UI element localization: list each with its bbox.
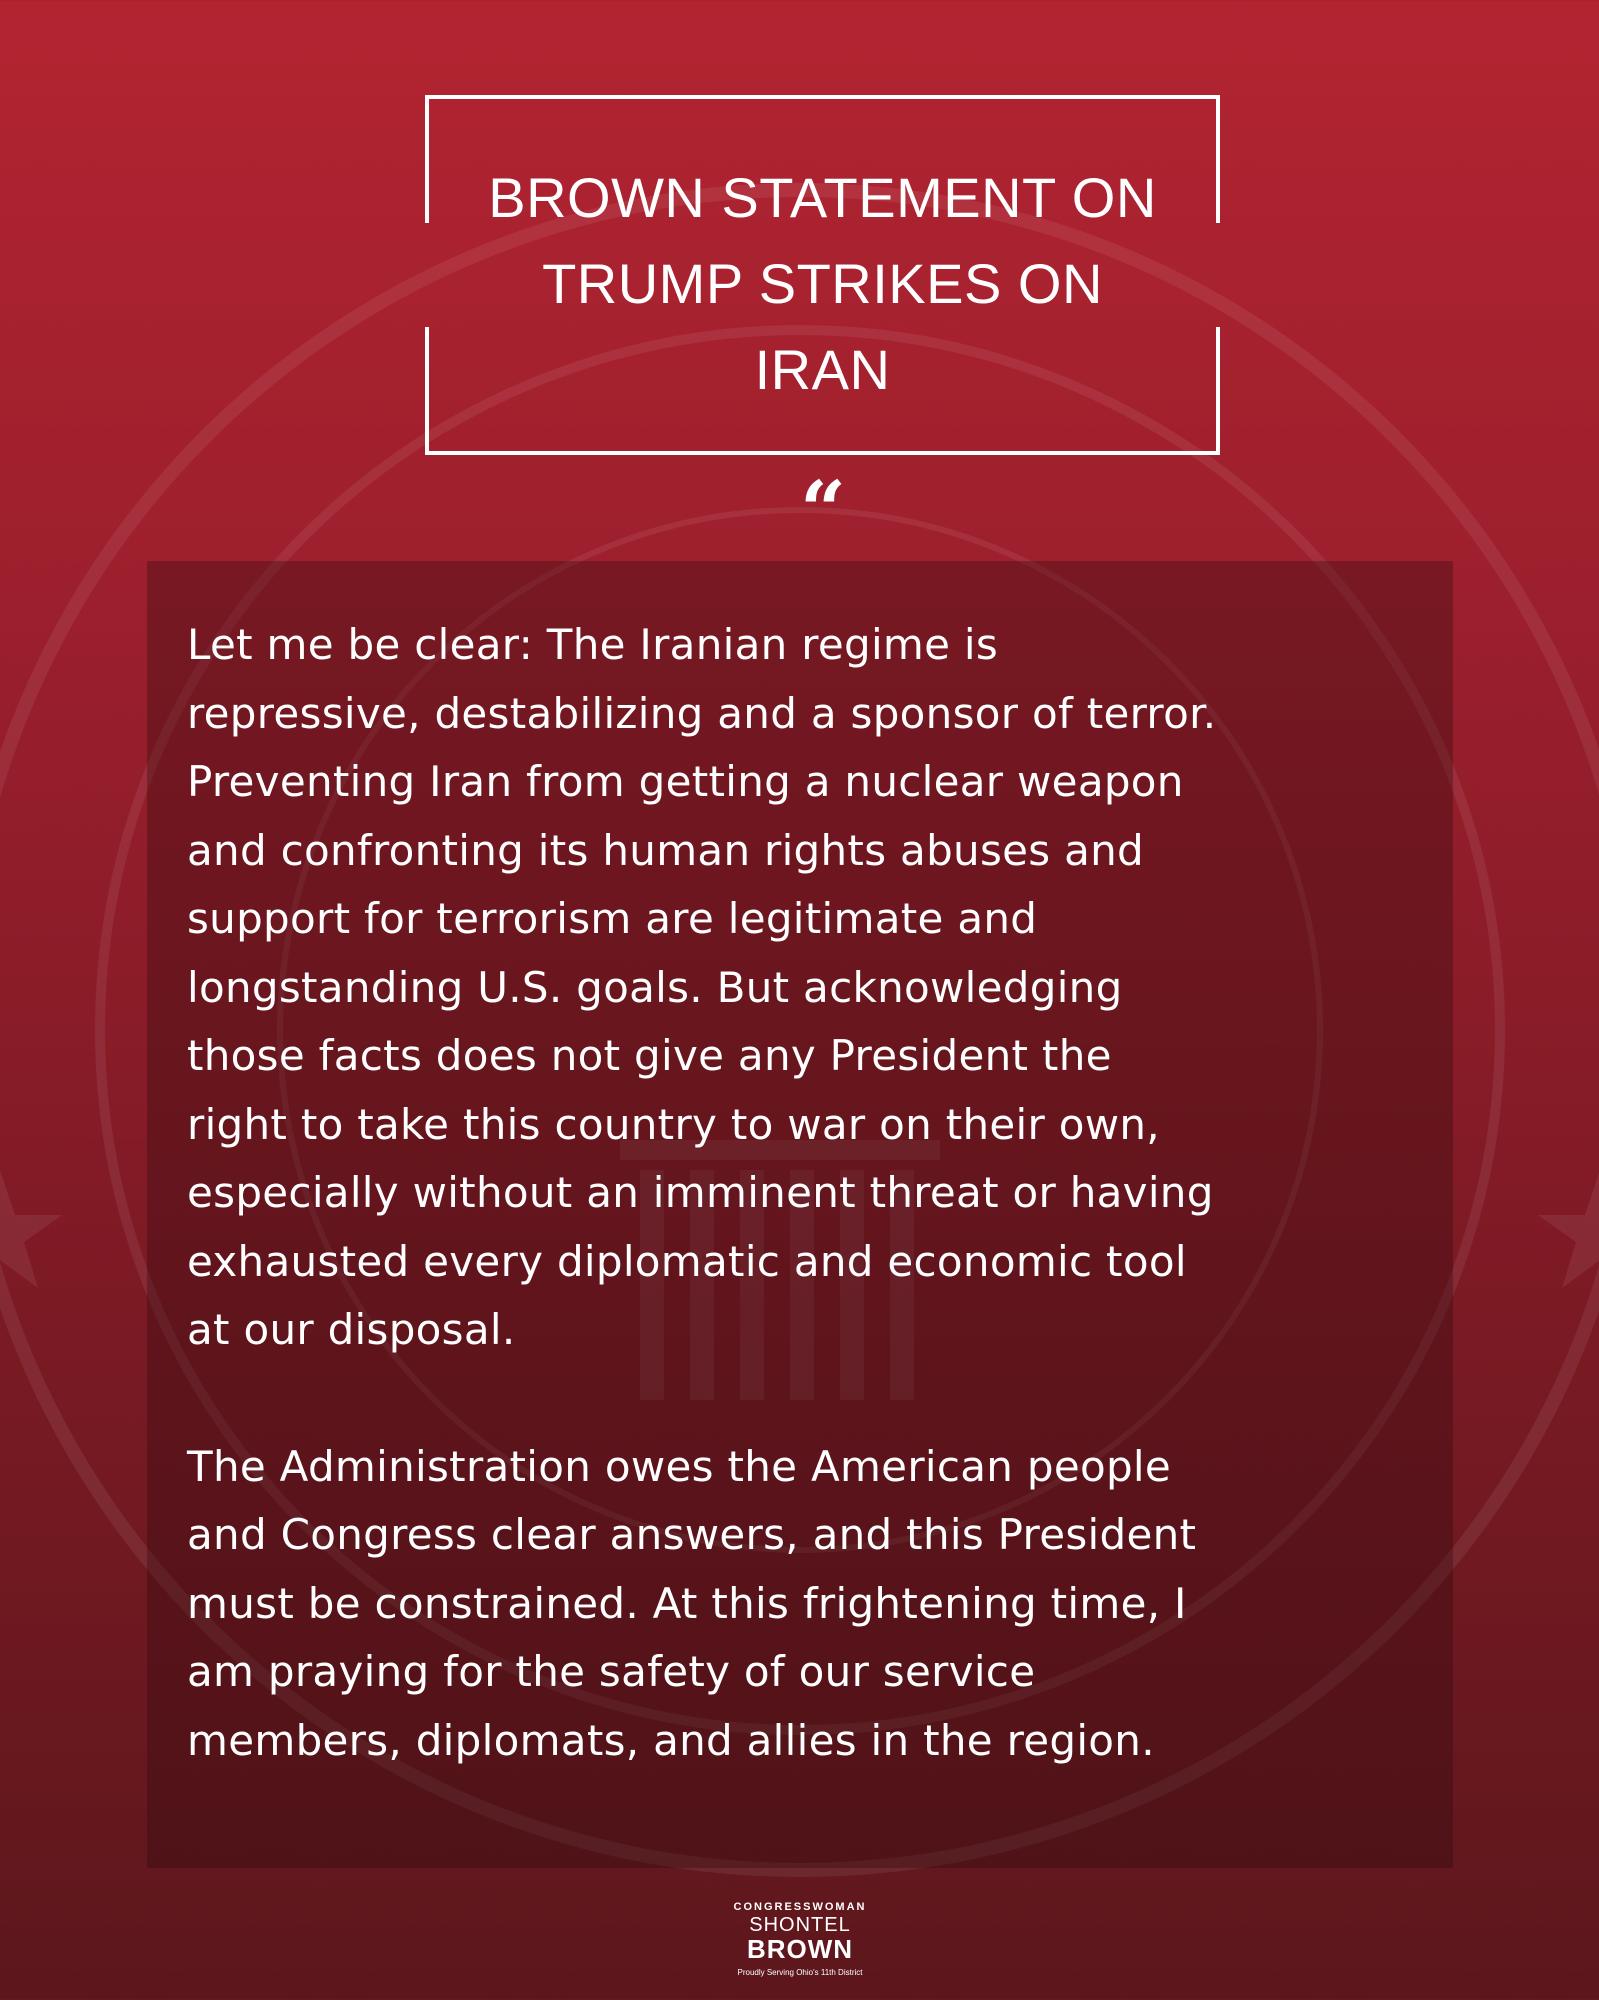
congresswoman-logo [700,1900,900,1980]
statement-paragraph-2: The Administration owes the American people and Congress clear answers, and this President must be constrained. At this frightening time, I am praying for the safety of our service members, diplomats, and allies in the region. [187,1441,1197,1765]
logo-last-name: BROWN [746,1934,854,1964]
statement-paragraph-1: Let me be clear: The Iranian regime is repressive, destabilizing and a sponsor of terror. Preventing Iran from getting a nuclear weapon and confronting its human rights abuses and support for terrorism are legitimate and longstanding U.S. goals. But acknowledging those facts does not give any President the right to take this country to war on their own, especially without an imminent threat or having exhausted every diplomatic and economic tool at our disposal. [187,620,1217,1354]
statement-box [147,561,1453,1868]
title-frame [425,95,1220,455]
logo-first-name: SHONTEL [749,1914,851,1936]
logo-title: CONGRESSWOMAN [733,1901,867,1913]
statement-title: BROWN STATEMENT ON TRUMP STRIKES ON IRAN [488,166,1157,401]
quote-icon: “ [799,470,846,530]
logo-tagline: Proudly Serving Ohio's 11th District [737,1968,863,1977]
